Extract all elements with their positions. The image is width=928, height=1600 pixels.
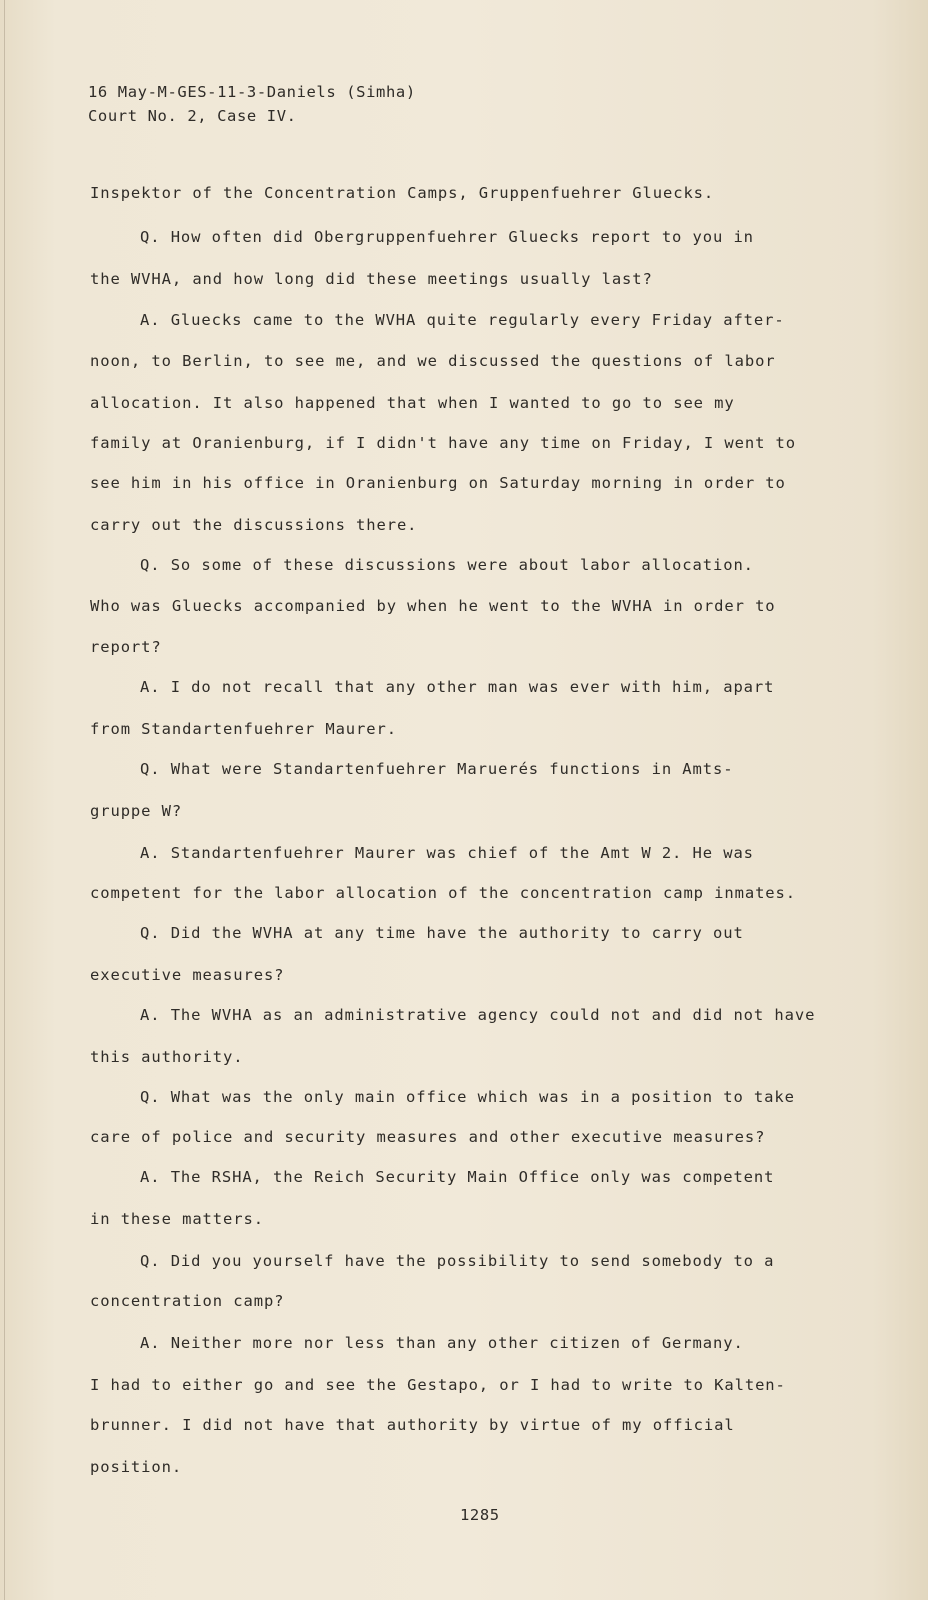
text-line: family at Oranienburg, if I didn't have any time on Friday, I went to xyxy=(90,434,796,452)
text-line: the WVHA, and how long did these meetings usually last? xyxy=(90,270,653,288)
text-line: Q. Did you yourself have the possibility to send somebody to a xyxy=(140,1252,775,1270)
text-line: concentration camp? xyxy=(90,1292,285,1310)
text-line: Q. Did the WVHA at any time have the authority to carry out xyxy=(140,924,744,942)
text-line: A. Neither more nor less than any other citizen of Germany. xyxy=(140,1334,744,1352)
text-line: carry out the discussions there. xyxy=(90,516,418,534)
text-line: A. The WVHA as an administrative agency could not and did not have xyxy=(140,1006,816,1024)
page-number: 1285 xyxy=(460,1506,500,1524)
text-line: competent for the labor allocation of the concentration camp inmates. xyxy=(90,884,796,902)
text-line: from Standartenfuehrer Maurer. xyxy=(90,720,397,738)
text-line: Q. So some of these discussions were about labor allocation. xyxy=(140,556,754,574)
text-line: Q. What was the only main office which was in a position to take xyxy=(140,1088,795,1106)
text-line: report? xyxy=(90,638,162,656)
text-line: Q. How often did Obergruppenfuehrer Gluecks report to you in xyxy=(140,228,754,246)
text-line: A. The RSHA, the Reich Security Main Office only was competent xyxy=(140,1168,775,1186)
text-line: Who was Gluecks accompanied by when he went to the WVHA in order to xyxy=(90,597,776,615)
text-line: I had to either go and see the Gestapo, or I had to write to Kalten- xyxy=(90,1376,786,1394)
text-line: brunner. I did not have that authority by virtue of my official xyxy=(90,1416,735,1434)
text-line: in these matters. xyxy=(90,1210,264,1228)
text-line: Inspektor of the Concentration Camps, Gruppenfuehrer Gluecks. xyxy=(90,184,715,202)
text-line: this authority. xyxy=(90,1048,244,1066)
document-header xyxy=(88,80,416,128)
text-line: A. Gluecks came to the WVHA quite regularly every Friday after- xyxy=(140,311,785,329)
text-line: allocation. It also happened that when I wanted to go to see my xyxy=(90,394,735,412)
text-line: noon, to Berlin, to see me, and we discussed the questions of labor xyxy=(90,352,776,370)
text-line: see him in his office in Oranienburg on Saturday morning in order to xyxy=(90,474,786,492)
header-line-2: Court No. 2, Case IV. xyxy=(88,107,297,125)
text-line: Q. What were Standartenfuehrer Maruerés functions in Amts- xyxy=(140,760,734,778)
header-line-1: 16 May-M-GES-11-3-Daniels (Simha) xyxy=(88,83,416,101)
text-line: position. xyxy=(90,1458,183,1476)
text-line: A. Standartenfuehrer Maurer was chief of the Amt W 2. He was xyxy=(140,844,754,862)
page-edge xyxy=(4,0,15,1600)
text-line: gruppe W? xyxy=(90,802,183,820)
text-line: care of police and security measures and other executive measures? xyxy=(90,1128,766,1146)
text-line: executive measures? xyxy=(90,966,285,984)
text-line: A. I do not recall that any other man was ever with him, apart xyxy=(140,678,775,696)
